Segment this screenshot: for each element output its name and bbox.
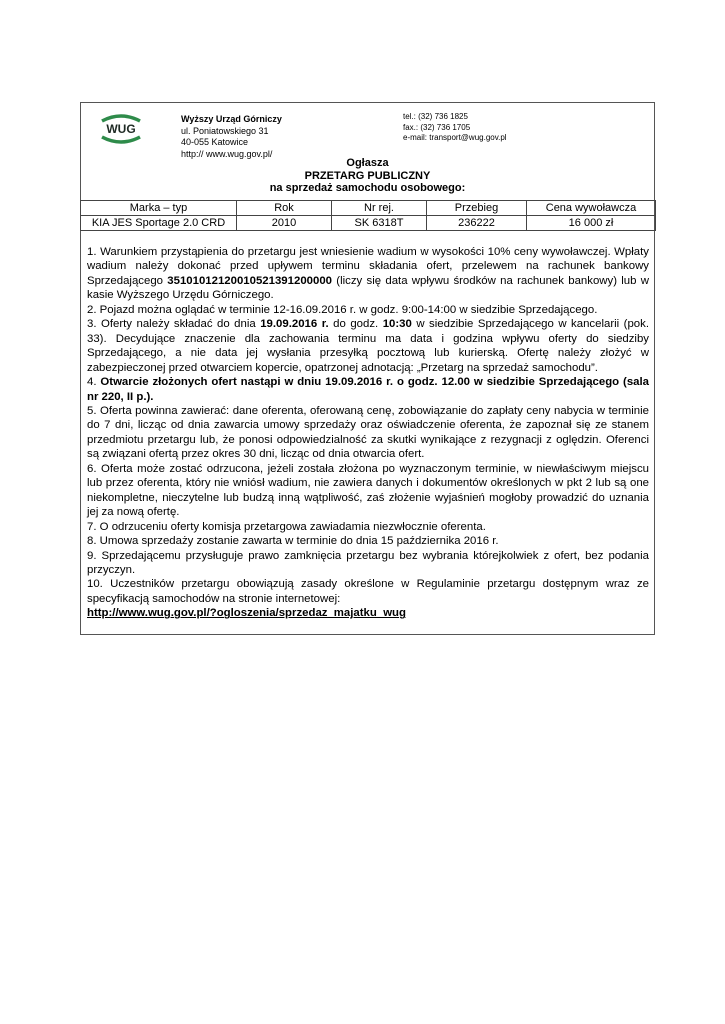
contact-tel: tel.: (32) 736 1825 [403,112,468,121]
deadline-time: 10:30 [382,318,412,331]
table-cell: 236222 [427,216,527,231]
table-cell: SK 6318T [332,216,427,231]
vehicle-table [80,200,656,231]
bank-account: 35101012120010521391200000 [167,274,332,287]
org-city: 40-055 Katowice [181,137,249,147]
term-1-text: 1. Warunkiem przystąpienia do przetargu jest wniesienie wadium w wysokości 10% ceny wywoławczej. Wpłaty wadium należy dokonać przed upływem terminu składania ofert, przelewem na rachunek bankowy Sprzedającego [87,246,649,287]
contact-email[interactable]: e-mail: transport@wug.gov.pl [403,133,507,142]
term-3 [87,317,649,375]
table-cell: 16 000 zł [527,216,656,231]
org-street: ul. Poniatowskiego 31 [181,125,269,136]
term-1 [87,245,649,303]
title-line-3: na sprzedaż samochodu osobowego: [269,182,466,194]
sale-url-link[interactable]: http://www.wug.gov.pl/?ogloszenia/sprzedaz_majatku_wug [87,607,406,620]
term-9: 9. Sprzedającemu przysługuje prawo zamknięcia przetargu bez wybrania którejkolwiek z ofert, bez podania przyczyn. [87,549,649,576]
term-8: 8. Umowa sprzedaży zostanie zawarta w terminie do dnia 15 października 2016 r. [87,535,499,548]
announcement-title [80,157,655,195]
table-header-row [81,201,656,216]
table-header-cell: Przebieg [427,201,527,216]
wug-logo-icon [99,112,143,146]
term-3-text-end: w siedzibie Sprzedającego w kancelarii (pok. 33). Decydujące znaczenie dla zachowania terminu ma data i godzina wpływu oferty do siedziby Sprzedającego, a nie data jej wysłania przesyłką pocztową lub kurierską. Ofertę należy złożyć w zabezpieczonej przed otwarciem kopercie, opatrzonej adnotacją: „Przetarg na sprzedaż samochodu”. [87,318,649,374]
title-line-2: PRZETARG PUBLICZNY [304,169,431,182]
terms-text [87,245,649,621]
table-header-cell: Rok [237,201,332,216]
table-cell: KIA JES Sportage 2.0 CRD [81,216,237,231]
table-cell: 2010 [237,216,332,231]
term-4 [87,375,649,404]
table-header-cell: Nr rej. [332,201,427,216]
term-3-text: 3. Oferty należy składać do dnia [87,318,261,331]
table-row [81,216,656,231]
org-website[interactable]: http:// www.wug.gov.pl/ [181,148,273,159]
table-header-cell: Marka – typ [81,201,237,216]
term-5: 5. Oferta powinna zawierać: dane oferenta, oferowaną cenę, zobowiązanie do zapłaty ceny nabycia w terminie do 7 dni, licząc od dnia zawarcia umowy sprzedaży oraz oświadczenie oferenta, że zapoznał się ze stanem przedmiotu przetargu lub, że ponosi odpowiedzialność za skutki wynikające z rezygnacji z oględzin. Oferenci są związani ofertą przez okres 30 dni, licząc od dnia otwarcia ofert. [87,404,649,461]
term-1-text-end: (liczy się data wpływu środków na rachunek bankowy) lub w kasie Wyższego Urzędu Górniczego. [87,274,649,302]
term-3-text-mid: do godz. [328,318,383,331]
term-4-number: 4. [87,376,101,389]
term-2: 2. Pojazd można oglądać w terminie 12-16.09.2016 r. w godz. 9:00-14:00 w siedzibie Sprzedającego. [87,303,598,316]
term-6: 6. Oferta może zostać odrzucona, jeżeli została złożona po wyznaczonym terminie, w niewłaściwym miejscu lub przez oferenta, który nie wniósł wadium, nie zawiera danych i dokumentów określonych w pkt 2 lub są one niekompletne, nieczytelne lub budzą inną wątpliwość, zaś złożenie wyjaśnień mogłoby prowadzić do uznania jej za nową ofertę. [87,462,649,519]
term-7: 7. O odrzuceniu oferty komisja przetargowa zawiadamia niezwłocznie oferenta. [87,520,486,533]
table-header-cell: Cena wywoławcza [527,201,656,216]
term-10: 10. Uczestników przetargu obowiązują zasady określone w Regulaminie przetargu dostępnym wraz ze specyfikacją samochodów na stronie internetowej: [87,578,649,605]
org-name: Wyższy Urząd Górniczy [181,114,282,124]
deadline-date: 19.09.2016 r. [260,318,329,331]
title-line-1: Ogłasza [346,157,389,169]
contact-fax: fax.: (32) 736 1705 [403,122,471,132]
organization-address [181,114,282,160]
opening-info: Otwarcie złożonych ofert nastąpi w dniu 19.09.2016 r. o godz. 12.00 w siedzibie Sprzedającego (sala nr 220, II p.). [87,376,649,403]
contact-info [403,112,507,144]
svg-text:WUG: WUG [106,122,136,136]
